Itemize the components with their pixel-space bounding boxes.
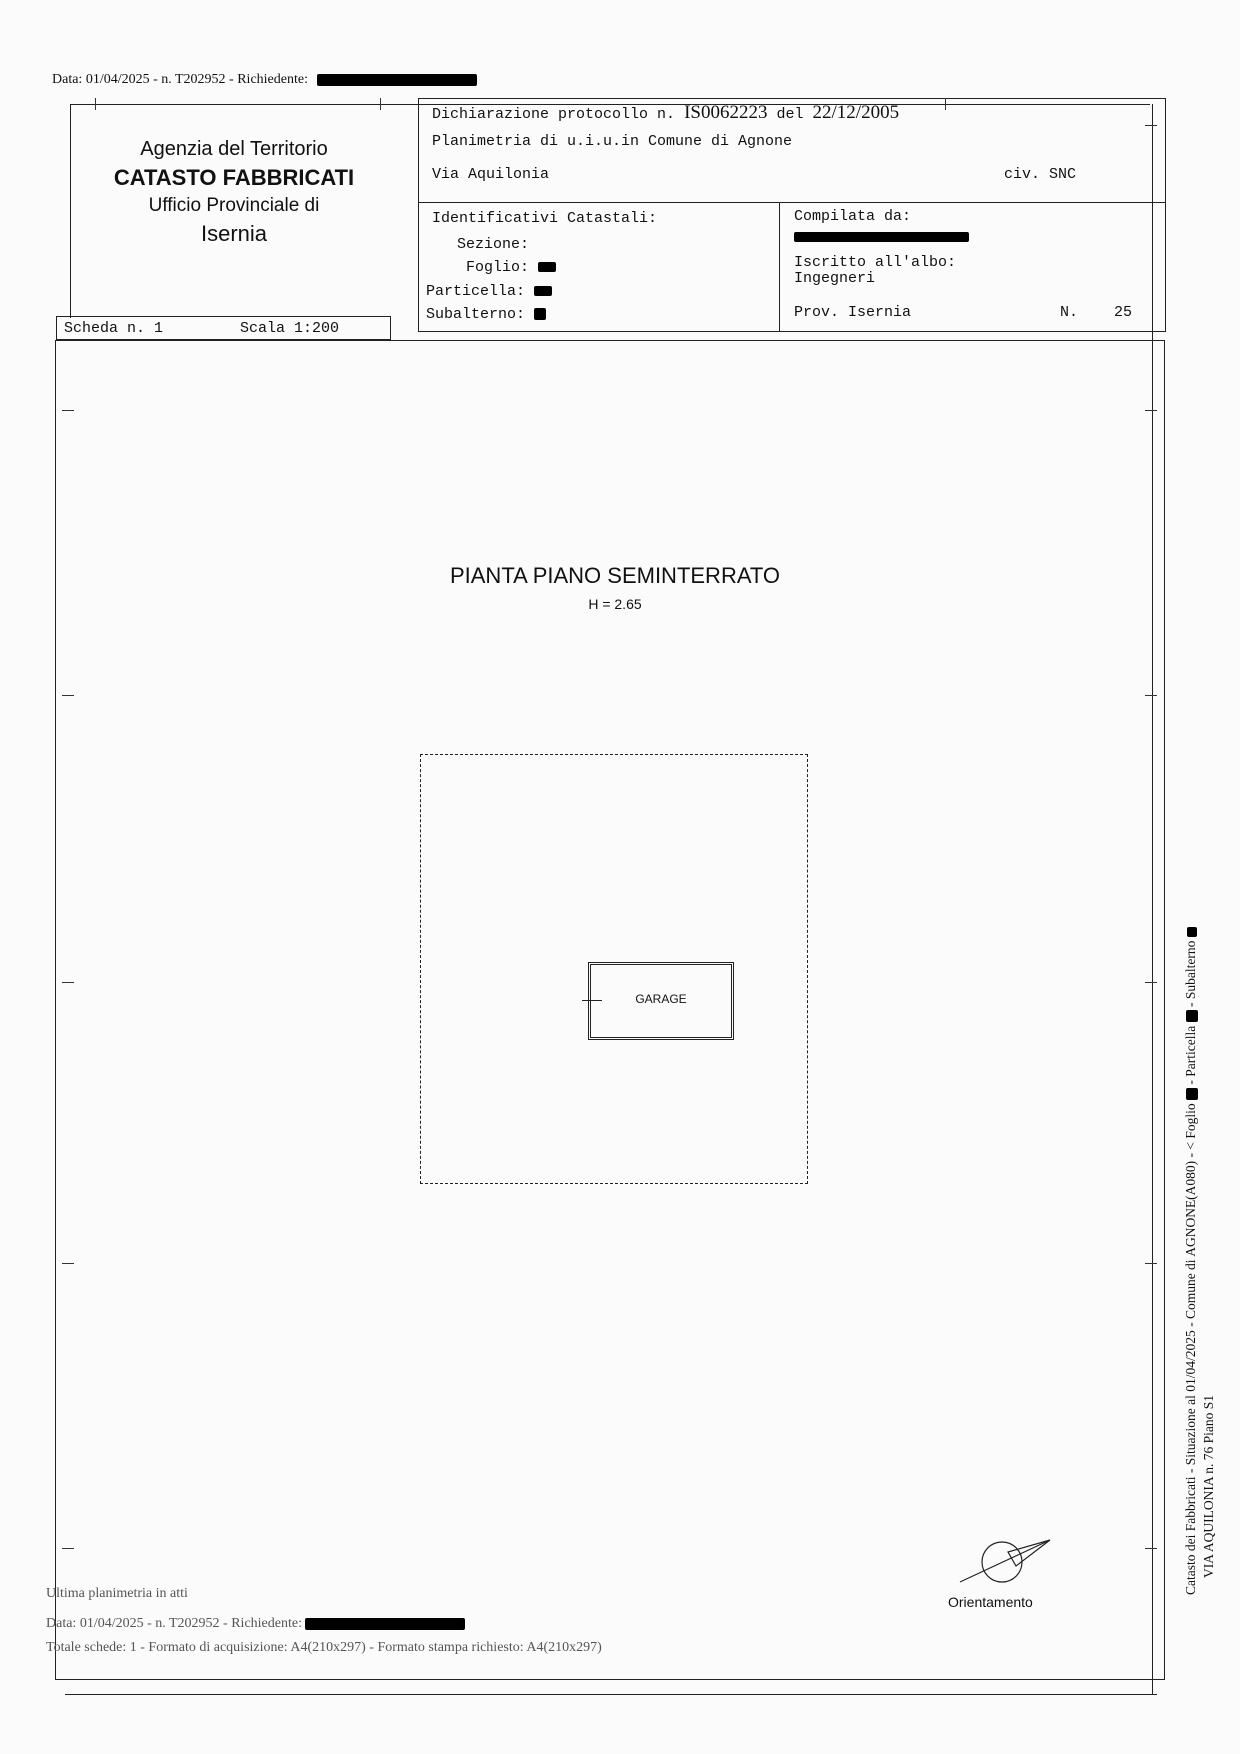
frame-right-line: [1152, 104, 1153, 1694]
registration-tick: [380, 98, 381, 110]
foglio-row: [466, 259, 556, 276]
redacted-particella: [534, 286, 552, 296]
register-n-label: N.: [1060, 304, 1079, 321]
registration-tick: [1145, 410, 1157, 411]
header-table-col-divider: [779, 202, 780, 332]
redacted-side-particella: [1186, 1010, 1198, 1022]
registration-tick: [1145, 695, 1157, 696]
registration-tick: [1145, 1263, 1157, 1264]
registration-tick: [1145, 125, 1157, 126]
last-plan-note: Ultima planimetria in atti: [46, 1586, 188, 1601]
office-city: Isernia: [200, 221, 268, 246]
protocol-number: IS0062223: [684, 102, 768, 123]
civic-number: civ. SNC: [1004, 166, 1077, 183]
registration-tick: [62, 410, 74, 411]
side-particella: - Particella: [1183, 1025, 1198, 1085]
footer-data: [46, 1616, 465, 1632]
registration-tick: [62, 1548, 74, 1549]
redacted-compiler: [794, 232, 969, 242]
frame-bottom-line: [65, 1694, 1157, 1695]
side-status-text: [1183, 927, 1199, 1595]
compiler-name: [794, 228, 969, 246]
print-header: [52, 72, 477, 88]
catasto-title: CATASTO FABBRICATI: [113, 165, 355, 190]
scale-label: Scala 1:200: [240, 320, 340, 337]
plan-title: PIANTA PIANO SEMINTERRATO: [449, 563, 781, 588]
registration-tick: [945, 98, 946, 110]
footer-data-text: Data: 01/04/2025 - n. T202952 - Richiedente:: [46, 1616, 302, 1631]
plan-height: H = 2.65: [588, 596, 642, 612]
garage-label: GARAGE: [635, 992, 687, 1006]
side-subalterno: - Subalterno: [1183, 940, 1198, 1007]
header-table-divider: [418, 202, 1166, 203]
declaration-del: del: [776, 106, 804, 123]
redacted-footer-requester: [305, 1618, 465, 1630]
redacted-subalterno: [534, 308, 546, 320]
subalterno-label: Subalterno:: [426, 306, 526, 323]
particella-row: [426, 283, 552, 300]
side-status-line: Catasto dei Fabbricati - Situazione al 01/04/2025 - Comune di AGNONE(A080) - < Foglio: [1183, 1103, 1198, 1595]
address-line: Via Aquilonia: [432, 166, 550, 183]
side-address: VIA AQUILONIA n. 76 Piano S1: [1201, 1394, 1216, 1578]
foglio-label: Foglio:: [466, 259, 530, 276]
registration-tick: [62, 695, 74, 696]
declaration-date: 22/12/2005: [812, 102, 900, 123]
orientation-label: Orientamento: [948, 1594, 1033, 1610]
registration-tick: [1145, 982, 1157, 983]
redacted-side-subalterno: [1187, 927, 1197, 937]
albo-label: Iscritto all'albo:: [794, 254, 957, 271]
identifiers-title: Identificativi Catastali:: [432, 210, 658, 227]
redacted-foglio: [538, 262, 556, 272]
registration-tick: [62, 982, 74, 983]
north-arrow-icon: [950, 1530, 1060, 1600]
redacted-side-foglio: [1186, 1088, 1198, 1100]
scheda-number: Scheda n. 1: [64, 320, 164, 337]
print-header-text: Data: 01/04/2025 - n. T202952 - Richiedente:: [52, 72, 308, 87]
registration-tick: [1145, 1548, 1157, 1549]
register-n-value: 25: [1114, 304, 1133, 321]
subalterno-row: [426, 306, 546, 323]
declaration-label: Dichiarazione protocollo n.: [432, 106, 676, 123]
particella-label: Particella:: [426, 283, 526, 300]
sezione-label: Sezione:: [457, 236, 530, 253]
declaration-line: [432, 102, 899, 124]
registration-tick: [62, 1263, 74, 1264]
compiler-title: Compilata da:: [794, 208, 912, 225]
agency-name: Agenzia del Territorio: [140, 138, 328, 160]
province: Prov. Isernia: [794, 304, 912, 321]
footer-format: Totale schede: 1 - Formato di acquisizione: A4(210x297) - Formato stampa richiesto: A4(210x297): [46, 1640, 602, 1655]
agency-block: [70, 138, 398, 247]
redacted-requester: [317, 74, 477, 86]
planimetria-line: Planimetria di u.i.u.in Comune di Agnone: [432, 133, 793, 150]
albo-value: Ingegneri: [794, 270, 876, 287]
office-label: Ufficio Provinciale di: [148, 195, 320, 216]
registration-tick: [95, 98, 96, 110]
